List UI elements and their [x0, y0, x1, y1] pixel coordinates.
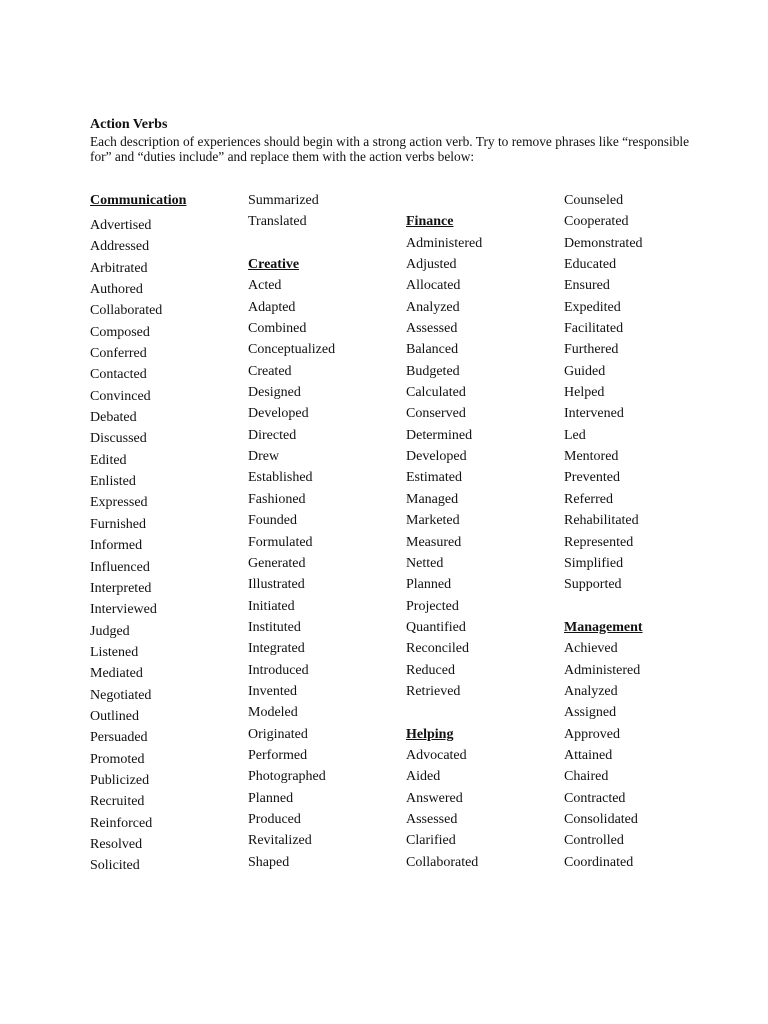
verb-item: Photographed	[248, 769, 326, 785]
verb-item: Balanced	[406, 342, 459, 358]
verb-item: Modeled	[248, 705, 298, 721]
verb-item: Determined	[406, 427, 473, 443]
verb-item: Composed	[90, 324, 150, 340]
verb-item: Directed	[248, 427, 297, 443]
verb-item: Marketed	[406, 513, 460, 529]
verb-item: Expressed	[90, 495, 148, 511]
verb-item: Advocated	[406, 747, 467, 763]
verb-item: Prevented	[564, 470, 620, 486]
verb-item: Assessed	[406, 321, 458, 337]
verb-item: Revitalized	[248, 833, 312, 849]
verb-item: Approved	[564, 726, 620, 742]
verb-item: Furnished	[90, 516, 146, 532]
verb-item: Projected	[406, 598, 459, 614]
verb-item: Interviewed	[90, 602, 157, 618]
verb-item: Interpreted	[90, 580, 152, 596]
verb-item: Conferred	[90, 346, 147, 362]
verb-item: Created	[248, 363, 292, 379]
verb-item: Debated	[90, 410, 137, 426]
verb-column-4	[564, 190, 643, 873]
verb-item: Retrieved	[406, 683, 461, 699]
verb-item: Reduced	[406, 662, 455, 678]
verb-item: Consolidated	[564, 811, 638, 827]
verb-item: Advertised	[90, 218, 152, 233]
verb-item: Introduced	[248, 662, 309, 678]
verb-item: Generated	[248, 555, 306, 571]
spacer	[406, 190, 482, 211]
verb-item: Established	[248, 470, 313, 486]
verb-item: Calculated	[406, 385, 466, 401]
verb-item: Convinced	[90, 388, 151, 404]
verb-item: Budgeted	[406, 363, 460, 379]
verb-item: Allocated	[406, 278, 461, 294]
verb-item: Administered	[406, 235, 483, 251]
verb-item: Measured	[406, 534, 462, 550]
verb-item: Recruited	[90, 794, 145, 810]
verb-item: Expedited	[564, 299, 621, 315]
verb-item: Integrated	[248, 641, 305, 657]
verb-item: Fashioned	[248, 491, 306, 507]
verb-item: Reconciled	[406, 641, 469, 657]
verb-column-3	[406, 190, 482, 873]
verb-item: Counseled	[564, 193, 624, 208]
verb-item: Achieved	[564, 641, 618, 657]
verb-item: Produced	[248, 811, 301, 827]
verb-item: Coordinated	[564, 854, 634, 870]
verb-item: Outlined	[90, 708, 139, 724]
spacer	[406, 702, 482, 723]
verb-item: Educated	[564, 257, 617, 273]
verb-item: Persuaded	[90, 730, 148, 746]
verb-item: Informed	[90, 538, 143, 554]
category-heading: Finance	[406, 214, 454, 230]
verb-item: Designed	[248, 385, 301, 401]
verb-item: Enlisted	[90, 474, 136, 490]
verb-item: Addressed	[90, 239, 150, 255]
verb-item: Contacted	[90, 367, 147, 383]
verb-item: Influenced	[90, 559, 150, 575]
verb-item: Judged	[90, 623, 130, 639]
verb-item: Contracted	[564, 790, 626, 806]
verb-item: Attained	[564, 747, 613, 763]
verb-item: Analyzed	[564, 683, 618, 699]
verb-item: Originated	[248, 726, 308, 742]
verb-item: Analyzed	[406, 299, 460, 315]
verb-item: Mentored	[564, 449, 619, 465]
verb-item: Referred	[564, 491, 613, 507]
verb-item: Demonstrated	[564, 235, 643, 251]
verb-item: Instituted	[248, 619, 301, 635]
verb-item: Resolved	[90, 836, 143, 852]
verb-item: Ensured	[564, 278, 610, 294]
verb-item: Netted	[406, 555, 444, 571]
verb-item: Illustrated	[248, 577, 305, 593]
verb-item: Managed	[406, 491, 459, 507]
verb-item: Supported	[564, 577, 622, 593]
verb-item: Developed	[406, 449, 467, 465]
verb-item: Drew	[248, 449, 280, 465]
verb-item: Conserved	[406, 406, 466, 422]
verb-item: Estimated	[406, 470, 462, 486]
verb-item: Acted	[248, 278, 282, 294]
verb-item: Negotiated	[90, 687, 152, 703]
page-title: Action Verbs	[90, 117, 168, 132]
verb-item: Publicized	[90, 772, 150, 788]
verb-item: Arbitrated	[90, 260, 148, 276]
category-heading: Helping	[406, 726, 454, 742]
verb-item: Reinforced	[90, 815, 153, 831]
verb-item: Invented	[248, 683, 297, 699]
verb-item: Translated	[248, 214, 307, 230]
verb-item: Chaired	[564, 769, 609, 785]
verb-item: Founded	[248, 513, 297, 529]
verb-column-2	[248, 190, 335, 873]
verb-item: Aided	[406, 769, 441, 785]
verb-item: Controlled	[564, 833, 624, 849]
verb-column-1	[90, 190, 186, 877]
verb-item: Administered	[564, 662, 641, 678]
verb-item: Led	[564, 427, 586, 443]
verb-item: Summarized	[248, 193, 319, 208]
verb-item: Adapted	[248, 299, 296, 315]
verb-item: Initiated	[248, 598, 295, 614]
verb-item: Quantified	[406, 619, 466, 635]
verb-item: Rehabilitated	[564, 513, 639, 529]
verb-item: Planned	[248, 790, 294, 806]
verb-item: Developed	[248, 406, 309, 422]
verb-item: Assessed	[406, 811, 458, 827]
verb-item: Represented	[564, 534, 634, 550]
category-heading: Communication	[90, 193, 187, 208]
intro-paragraph: Each description of experiences should begin with a strong action verb. Try to remove phrases like “responsible for” and “duties include” and replace them with the action verbs below:	[90, 134, 690, 164]
verb-item: Answered	[406, 790, 463, 806]
verb-item: Intervened	[564, 406, 624, 422]
spacer	[564, 596, 643, 617]
verb-item: Combined	[248, 321, 307, 337]
verb-item: Collaborated	[90, 303, 163, 319]
spacer	[248, 233, 335, 254]
verb-item: Edited	[90, 452, 127, 468]
verb-item: Promoted	[90, 751, 145, 767]
category-heading: Creative	[248, 257, 300, 273]
verb-item: Assigned	[564, 705, 617, 721]
verb-item: Discussed	[90, 431, 147, 447]
verb-item: Mediated	[90, 666, 143, 682]
verb-item: Planned	[406, 577, 452, 593]
verb-item: Helped	[564, 385, 605, 401]
verb-item: Formulated	[248, 534, 313, 550]
verb-item: Clarified	[406, 833, 456, 849]
verb-item: Cooperated	[564, 214, 629, 230]
verb-item: Performed	[248, 747, 308, 763]
verb-item: Solicited	[90, 858, 140, 874]
verb-item: Shaped	[248, 854, 290, 870]
verb-item: Conceptualized	[248, 342, 336, 358]
category-heading: Management	[564, 619, 643, 635]
verb-item: Furthered	[564, 342, 619, 358]
verb-item: Facilitated	[564, 321, 624, 337]
verb-item: Collaborated	[406, 854, 479, 870]
verb-item: Authored	[90, 282, 143, 298]
verb-item: Guided	[564, 363, 606, 379]
verb-item: Adjusted	[406, 257, 457, 273]
verb-item: Listened	[90, 644, 139, 660]
verb-item: Simplified	[564, 555, 624, 571]
